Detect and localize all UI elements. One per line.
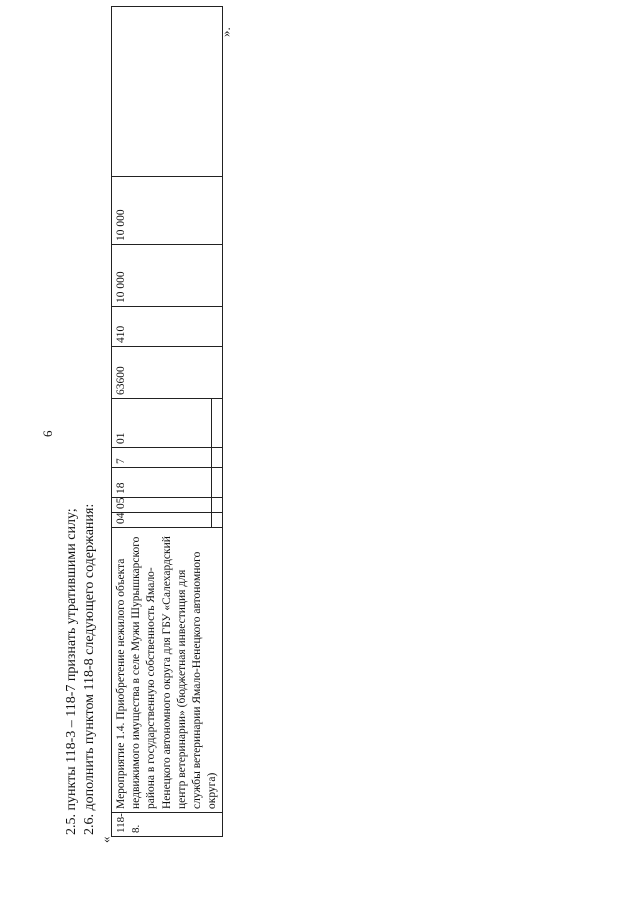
row-number: 118-8. <box>112 813 223 837</box>
cell-blank <box>212 399 223 448</box>
page-number: 6 <box>40 430 55 437</box>
cell-code-4: 7 <box>112 448 212 468</box>
cell-code-6: 63600 <box>112 347 223 399</box>
row-description: Мероприятие 1.4. Приобретение нежилого объекта недвижимого имущества в селе Мужи Шурышкарского района в государственную собственность Ямало-Ненецкого автономного округа для ГБУ «Салехардский центр ветеринарии» (бюджетная инвестиция для службы ветеринарии Ямало-Ненецкого автономного округа) <box>112 528 223 813</box>
cell-code-2: 05 <box>112 498 212 513</box>
cell-blank <box>212 498 223 513</box>
cell-amount-2: 10 000 <box>112 177 223 245</box>
cell-code-1: 04 <box>112 513 212 528</box>
table-row <box>112 7 212 837</box>
budget-table <box>111 6 223 837</box>
cell-amount-1: 10 000 <box>112 245 223 307</box>
cell-code-5: 01 <box>112 399 212 448</box>
amendment-line-2-6: 2.6. дополнить пунктом 118-8 следующего содержания: <box>82 503 97 835</box>
cell-blank <box>212 468 223 498</box>
closing-quote: ». <box>218 27 233 37</box>
cell-empty <box>112 7 223 177</box>
cell-blank <box>212 513 223 528</box>
cell-code-3: 18 <box>112 468 212 498</box>
amendment-line-2-5: 2.5. пункты 118-3 – 118-7 признать утратившими силу; <box>64 508 79 835</box>
cell-blank <box>212 448 223 468</box>
opening-quote: « <box>98 836 113 843</box>
cell-code-7: 410 <box>112 307 223 347</box>
